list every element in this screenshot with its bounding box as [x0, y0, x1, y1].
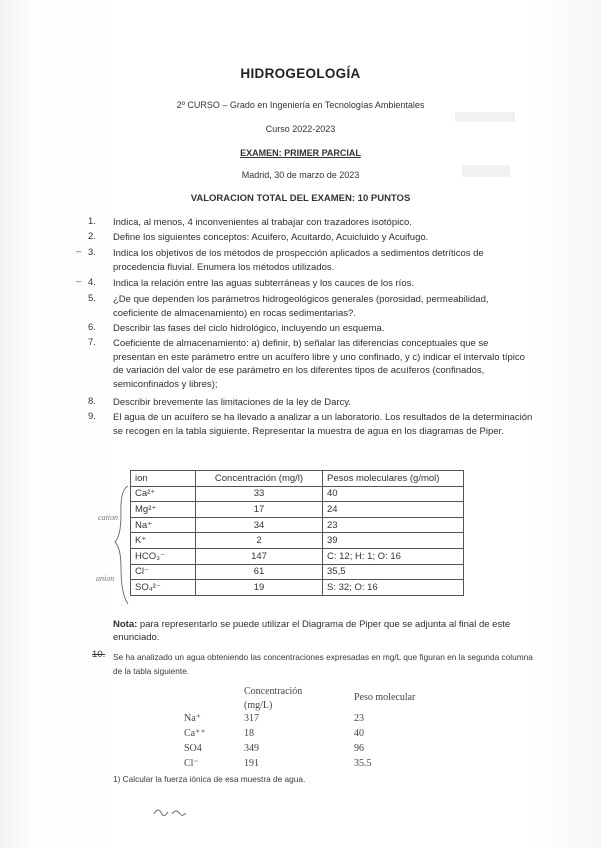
molecular-weight-cell: 40	[354, 728, 364, 739]
question-number: 3.	[88, 247, 96, 258]
molecular-weight-cell: 23	[354, 713, 364, 724]
ion-cell: HCO₃⁻	[131, 548, 196, 564]
question-8: Describir brevemente las limitaciones de la ley de Darcy.	[113, 397, 351, 408]
column-header-units: (mg/L)	[244, 700, 273, 711]
molecular-weight-cell: S: 32; O: 16	[323, 580, 464, 596]
ion-cell: SO4	[184, 743, 202, 754]
concentration-cell: 19	[196, 580, 323, 596]
table-row	[131, 533, 464, 549]
table-header-row	[131, 471, 464, 487]
column-header-concentration: Concentración	[244, 686, 303, 697]
table-row	[131, 486, 464, 502]
concentration-cell: 317	[244, 713, 259, 724]
column-header-molecular-weight: Pesos moleculares (g/mol)	[323, 471, 464, 487]
molecular-weight-cell: 35,5	[323, 564, 464, 580]
table-row	[131, 502, 464, 518]
molecular-weight-cell: 23	[323, 517, 464, 533]
question-9: El agua de un acuífero se ha llevado a analizar a un laboratorio. Los resultados de la determinación se recogen en la tabla siguiente. Representar la muestra de agua en los diagramas de Piper.	[113, 412, 533, 437]
molecular-weight-cell: C: 12; H: 1; O: 16	[323, 548, 464, 564]
concentration-cell: 61	[196, 564, 323, 580]
ion-cell: Cl⁻	[131, 564, 196, 580]
ion-cell: Ca²⁺	[131, 486, 196, 502]
question-7: Coeficiente de almacenamiento: a) definir, b) señalar las diferencias conceptuales que se presentan en este parámetro entre un acuífero libre y uno confinado, y c) indicar el intervalo típico de variación del valor de ese parámetro en los diferentes tipos de acuíferos (confinados, semiconfinados y libres);	[113, 338, 525, 390]
concentration-cell: 2	[196, 533, 323, 549]
exam-type: EXAMEN: PRIMER PARCIAL	[240, 148, 361, 158]
handwritten-dash: –	[76, 276, 82, 287]
ion-cell: Na⁺	[184, 713, 201, 724]
question-3: Indica los objetivos de los métodos de prospección aplicados a sedimentos detríticos de procedencia fluvial. Enumera los métodos utilizados.	[113, 248, 484, 273]
handwritten-annotation: cation	[98, 513, 118, 522]
question-10-task: 1) Calcular la fuerza iónica de esa muestra de agua.	[113, 774, 306, 784]
question-5: ¿De que dependen los parámetros hidrogeológicos generales (porosidad, permeabilidad, coeficiente de almacenamiento) en rocas sedimentarias?.	[113, 294, 489, 319]
concentration-cell: 18	[244, 728, 254, 739]
question-number: 2.	[88, 231, 96, 242]
molecular-weight-cell: 96	[354, 743, 364, 754]
question-number: 8.	[88, 396, 96, 407]
question-6: Describir las fases del ciclo hidrológico, incluyendo un esquema.	[113, 323, 385, 334]
question-number: 6.	[88, 322, 96, 333]
ion-cell: Ca⁺⁺	[184, 728, 206, 739]
handwritten-brace	[112, 484, 132, 608]
column-header-molecular-weight: Peso molecular	[354, 692, 416, 703]
question-number: 1.	[88, 216, 96, 227]
concentration-cell: 191	[244, 758, 259, 769]
question-10: Se ha analizado un agua obteniendo las concentraciones expresadas en mg/L que figuran en la segunda columna de la tabla siguiente.	[113, 652, 533, 676]
question-2: Define los siguientes conceptos: Acuifero, Acuitardo, Acuicluido y Acuifugo.	[113, 232, 429, 243]
molecular-weight-cell: 24	[323, 502, 464, 518]
table-row	[131, 517, 464, 533]
concentration-cell: 34	[196, 517, 323, 533]
question-number: 9.	[88, 411, 96, 422]
column-header-ion: ion	[131, 471, 196, 487]
handwritten-dash: –	[76, 246, 82, 257]
concentration-cell: 17	[196, 502, 323, 518]
ion-cell: Mg²⁺	[131, 502, 196, 518]
table-row	[131, 580, 464, 596]
molecular-weight-cell: 35.5	[354, 758, 372, 769]
bleed-through-mark	[455, 112, 515, 122]
question-number: 10.	[92, 649, 106, 660]
exam-date: Madrid, 30 de marzo de 2023	[241, 170, 360, 180]
question-4: Indica la relación entre las aguas subterráneas y los cauces de los ríos.	[113, 278, 414, 289]
ion-cell: Cl⁻	[184, 758, 199, 769]
question-number: 4.	[88, 277, 96, 288]
question-number: 7.	[88, 337, 96, 348]
note-paragraph	[113, 618, 533, 644]
concentration-cell: 33	[196, 486, 323, 502]
molecular-weight-cell: 39	[323, 533, 464, 549]
table-row	[131, 548, 464, 564]
question-number: 5.	[88, 293, 96, 304]
exam-title: HIDROGEOLOGÍA	[240, 66, 361, 81]
academic-year: Curso 2022-2023	[265, 124, 336, 134]
handwritten-annotation: anion	[96, 574, 115, 583]
note-text: para representarlo se puede utilizar el Diagrama de Piper que se adjunta al final de este enunciado.	[113, 619, 511, 643]
ion-cell: Na⁺	[131, 517, 196, 533]
course-line: 2º CURSO – Grado en Ingeniería en Tecnologías Ambientales	[176, 100, 425, 110]
molecular-weight-cell: 40	[323, 486, 464, 502]
question-1: Indica, al menos, 4 inconvenientes al trabajar con trazadores isotópico.	[113, 217, 412, 228]
total-score: VALORACION TOTAL DEL EXAMEN: 10 PUNTOS	[190, 193, 411, 204]
note-label: Nota:	[113, 619, 138, 630]
ion-cell: K⁺	[131, 533, 196, 549]
table-row	[131, 564, 464, 580]
column-header-concentration: Concentración (mg/l)	[196, 471, 323, 487]
concentration-cell: 349	[244, 743, 259, 754]
ion-table	[130, 470, 464, 596]
ion-cell: SO₄²⁻	[131, 580, 196, 596]
concentration-cell: 147	[196, 548, 323, 564]
handwritten-scribble	[150, 800, 230, 824]
